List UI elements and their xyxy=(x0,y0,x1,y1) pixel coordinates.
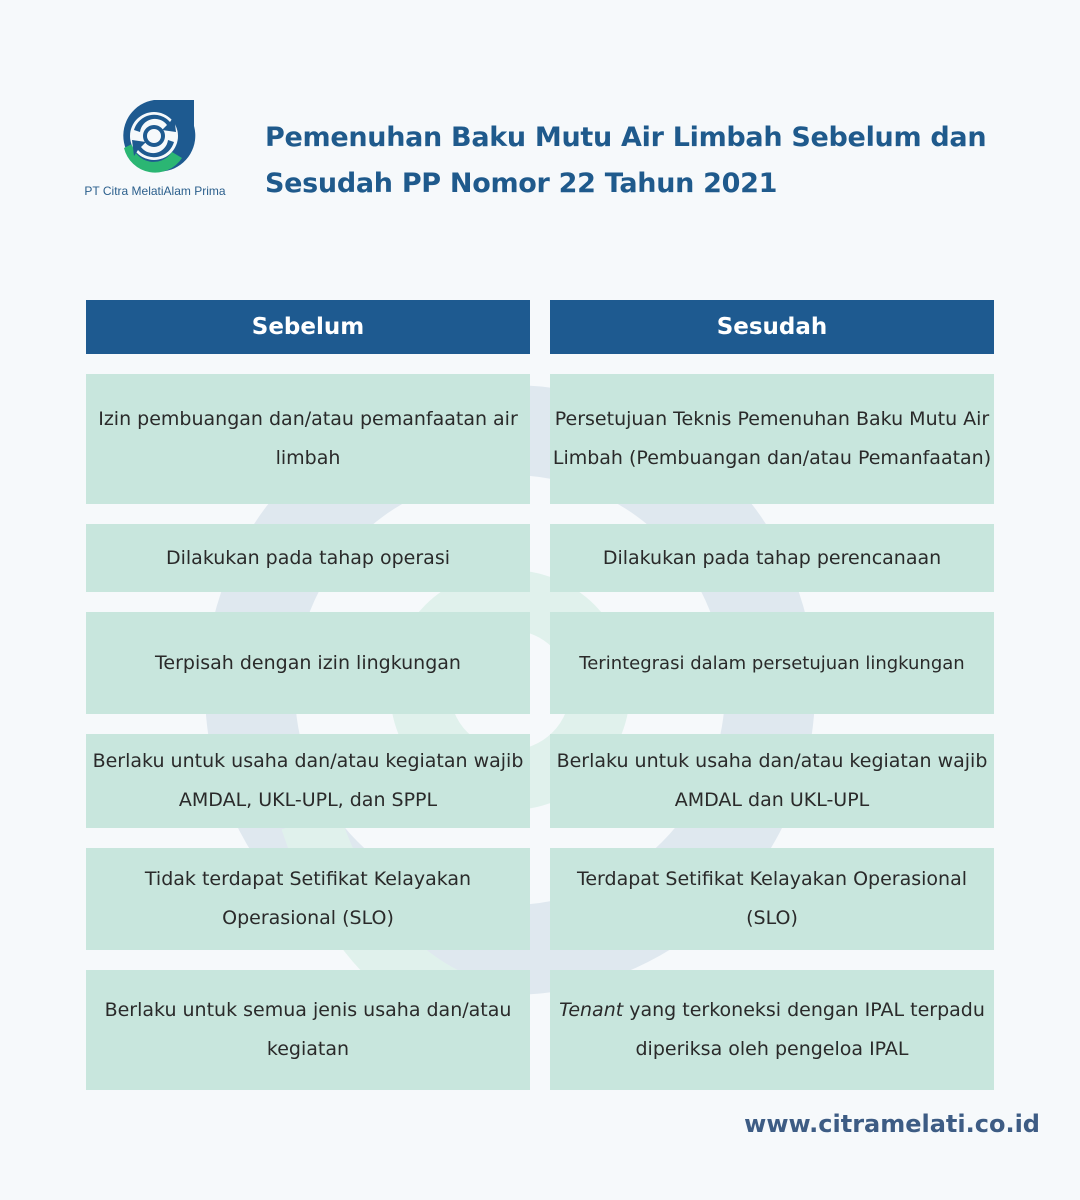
cell-before: Izin pembuangan dan/atau pemanfaatan air limbah xyxy=(86,374,530,504)
cell-after: Terdapat Setifikat Kelayakan Operasional (SLO) xyxy=(550,848,994,950)
cell-before: Tidak terdapat Setifikat Kelayakan Operasional (SLO) xyxy=(86,848,530,950)
cell-before: Berlaku untuk semua jenis usaha dan/atau kegiatan xyxy=(86,970,530,1090)
cell-after xyxy=(550,970,994,1090)
cell-after: Terintegrasi dalam persetujuan lingkungan xyxy=(550,612,994,714)
cell-after: Persetujuan Teknis Pemenuhan Baku Mutu Air Limbah (Pembuangan dan/atau Pemanfaatan) xyxy=(550,374,994,504)
cell-after: Dilakukan pada tahap perencanaan xyxy=(550,524,994,592)
header-sesudah: Sesudah xyxy=(550,300,994,354)
table-row xyxy=(86,848,994,950)
cell-after-text xyxy=(552,991,992,1069)
table-row xyxy=(86,970,994,1090)
table-row xyxy=(86,612,994,714)
cell-before: Terpisah dengan izin lingkungan xyxy=(86,612,530,714)
website-url: www.citramelati.co.id xyxy=(744,1110,1040,1138)
table-header-row xyxy=(86,300,994,354)
company-logo xyxy=(70,96,240,206)
page-title xyxy=(265,115,1055,207)
title-line-2: Sesudah PP Nomor 22 Tahun 2021 xyxy=(265,168,778,199)
cell-before: Dilakukan pada tahap operasi xyxy=(86,524,530,592)
tenant-italic: Tenant xyxy=(559,999,624,1021)
title-line-1: Pemenuhan Baku Mutu Air Limbah Sebelum dan xyxy=(265,122,987,153)
company-name: PT Citra MelatiAlam Prima xyxy=(84,184,226,198)
header-sebelum: Sebelum xyxy=(86,300,530,354)
cell-before: Berlaku untuk usaha dan/atau kegiatan wajib AMDAL, UKL-UPL, dan SPPL xyxy=(86,734,530,828)
logo-mark-icon xyxy=(108,96,200,178)
table-row xyxy=(86,374,994,504)
cell-after: Berlaku untuk usaha dan/atau kegiatan wajib AMDAL dan UKL-UPL xyxy=(550,734,994,828)
table-row xyxy=(86,734,994,828)
cell-after-rest: yang terkoneksi dengan IPAL terpadu diperiksa oleh pengeloa IPAL xyxy=(623,999,985,1060)
table-row xyxy=(86,524,994,592)
